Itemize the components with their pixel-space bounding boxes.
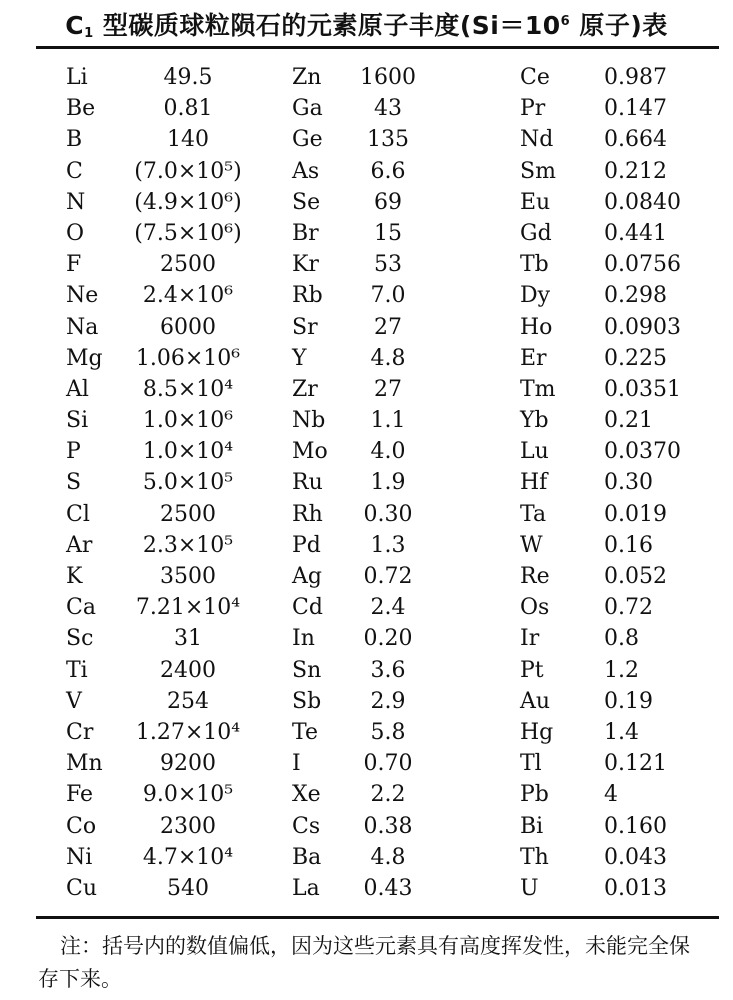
abundance-value: 4.7×10⁴ <box>142 844 234 870</box>
abundance-value: 540 <box>167 875 209 901</box>
abundance-value: (7.0×10⁵) <box>134 158 242 184</box>
element-symbol: N <box>66 189 86 215</box>
abundance-value: 0.212 <box>604 158 667 184</box>
abundance-value: 0.0351 <box>604 376 681 402</box>
element-symbol: I <box>292 751 301 777</box>
table-row <box>0 280 733 311</box>
abundance-value: 0.81 <box>163 96 213 122</box>
element-symbol: Sb <box>292 688 322 714</box>
element-symbol: Si <box>66 408 89 434</box>
abundance-value: 9200 <box>160 751 216 777</box>
element-symbol: Ba <box>292 844 322 870</box>
abundance-value: 0.013 <box>604 875 667 901</box>
abundance-value: 1.06×10⁶ <box>135 345 241 371</box>
abundance-value: (7.5×10⁶) <box>134 220 242 246</box>
element-symbol: P <box>66 439 81 465</box>
abundance-value: 2.9 <box>370 688 406 714</box>
abundance-value: 15 <box>374 220 402 246</box>
abundance-value: 1.0×10⁶ <box>142 408 234 434</box>
abundance-value: 5.0×10⁵ <box>142 470 234 496</box>
table-row <box>0 779 733 810</box>
table-row <box>0 561 733 592</box>
element-symbol: Zn <box>292 65 322 90</box>
element-symbol: Mn <box>66 751 103 777</box>
element-symbol: Tb <box>520 252 549 278</box>
table-row <box>0 842 733 873</box>
abundance-value: 1.27×10⁴ <box>135 719 241 745</box>
title-suffix: 原子)表 <box>570 11 668 40</box>
abundance-value: 0.72 <box>363 564 413 589</box>
abundance-value: 4 <box>604 782 618 808</box>
abundance-value: 1.0×10⁴ <box>142 439 234 465</box>
element-symbol: Li <box>66 65 88 90</box>
abundance-value: 5.8 <box>370 719 406 745</box>
abundance-value: 0.16 <box>604 532 653 558</box>
abundance-value: 0.0840 <box>604 189 681 215</box>
element-symbol: Kr <box>292 252 319 278</box>
table-row <box>0 530 733 561</box>
element-symbol: B <box>66 127 83 153</box>
abundance-value: 0.987 <box>604 65 667 90</box>
abundance-value: 2.4×10⁶ <box>142 283 234 309</box>
abundance-value: 0.0370 <box>604 439 681 465</box>
abundance-value: 1.2 <box>604 657 639 683</box>
table-row <box>0 748 733 779</box>
abundance-value: 0.38 <box>363 813 413 839</box>
abundance-value: 0.298 <box>604 283 667 309</box>
abundance-value: 0.21 <box>604 408 653 434</box>
abundance-value: 0.147 <box>604 96 667 122</box>
abundance-value: 0.441 <box>604 220 667 246</box>
abundance-value: 1.9 <box>370 470 406 496</box>
top-rule <box>36 46 719 49</box>
abundance-value: 7.21×10⁴ <box>135 595 241 621</box>
element-symbol: Co <box>66 813 97 839</box>
abundance-value: 0.0756 <box>604 252 681 278</box>
table-row <box>0 811 733 842</box>
table-row <box>0 218 733 249</box>
abundance-value: 31 <box>174 626 202 652</box>
abundance-value: 0.121 <box>604 751 667 777</box>
element-symbol: F <box>66 252 82 278</box>
abundance-value: 0.019 <box>604 501 667 527</box>
abundance-value: 2.3×10⁵ <box>142 532 234 558</box>
element-symbol: Pb <box>520 782 549 808</box>
element-symbol: Ru <box>292 470 323 496</box>
table-row <box>0 655 733 686</box>
abundance-value: 0.160 <box>604 813 667 839</box>
abundance-value: 6.6 <box>370 158 406 184</box>
element-symbol: Nb <box>292 408 326 434</box>
element-symbol: Eu <box>520 189 551 215</box>
element-symbol: Ga <box>292 96 323 122</box>
table-row <box>0 62 733 93</box>
element-symbol: Hg <box>520 719 554 745</box>
abundance-value: 2500 <box>160 252 216 278</box>
element-symbol: S <box>66 470 82 496</box>
element-symbol: Rb <box>292 283 323 309</box>
element-symbol: V <box>66 688 82 714</box>
abundance-value: 3.6 <box>370 657 406 683</box>
table-row <box>0 467 733 498</box>
abundance-value: 8.5×10⁴ <box>142 376 234 402</box>
table-row <box>0 686 733 717</box>
abundance-value: 0.225 <box>604 345 667 371</box>
element-symbol: Er <box>520 345 547 371</box>
table-row <box>0 717 733 748</box>
abundance-value: 0.0903 <box>604 314 681 340</box>
element-symbol: K <box>66 564 83 589</box>
element-symbol: Pr <box>520 96 546 122</box>
element-symbol: Re <box>520 564 550 589</box>
element-symbol: Sm <box>520 158 556 184</box>
table-row <box>0 312 733 343</box>
element-symbol: Os <box>520 595 550 621</box>
title-superscript: 6 <box>560 14 571 29</box>
abundance-value: 2.4 <box>370 595 406 621</box>
element-symbol: Cs <box>292 813 321 839</box>
abundance-value: 27 <box>374 314 402 340</box>
abundance-value: 4.0 <box>370 439 406 465</box>
element-symbol: U <box>520 875 539 901</box>
abundance-value: 7.0 <box>370 283 406 309</box>
table-row <box>0 374 733 405</box>
table-row <box>0 93 733 124</box>
abundance-value: 254 <box>167 688 209 714</box>
element-symbol: Nd <box>520 127 554 153</box>
abundance-value: 4.8 <box>370 844 406 870</box>
abundance-value: 49.5 <box>163 65 213 90</box>
element-symbol: O <box>66 220 85 246</box>
abundance-value: 2400 <box>160 657 216 683</box>
element-symbol: Ti <box>66 657 88 683</box>
element-symbol: In <box>292 626 315 652</box>
element-symbol: Ta <box>520 501 547 527</box>
element-symbol: Cr <box>66 719 94 745</box>
abundance-table <box>0 62 733 904</box>
table-row <box>0 187 733 218</box>
abundance-value: 43 <box>374 96 402 122</box>
element-symbol: Fe <box>66 782 94 808</box>
element-symbol: Ho <box>520 314 553 340</box>
element-symbol: Al <box>66 376 89 402</box>
abundance-value: 0.30 <box>604 470 653 496</box>
abundance-value: 140 <box>167 127 209 153</box>
element-symbol: Cu <box>66 875 98 901</box>
abundance-value: 1.3 <box>370 532 406 558</box>
element-symbol: Y <box>292 345 307 371</box>
element-symbol: Rh <box>292 501 323 527</box>
element-symbol: La <box>292 875 320 901</box>
abundance-value: 1600 <box>360 65 416 90</box>
element-symbol: Xe <box>292 782 321 808</box>
table-row <box>0 436 733 467</box>
abundance-value: 53 <box>374 252 402 278</box>
element-symbol: Ca <box>66 595 96 621</box>
element-symbol: Br <box>292 220 319 246</box>
abundance-value: 9.0×10⁵ <box>142 782 234 808</box>
abundance-value: 3500 <box>160 564 216 589</box>
element-symbol: Te <box>292 719 318 745</box>
element-symbol: Ir <box>520 626 540 652</box>
element-symbol: Ni <box>66 844 93 870</box>
abundance-value: 1.1 <box>370 408 406 434</box>
element-symbol: Lu <box>520 439 549 465</box>
table-row <box>0 499 733 530</box>
element-symbol: Th <box>520 844 549 870</box>
element-symbol: Be <box>66 96 96 122</box>
abundance-value: 0.043 <box>604 844 667 870</box>
table-title <box>0 6 733 42</box>
abundance-value: 0.72 <box>604 595 653 621</box>
table-row <box>0 592 733 623</box>
abundance-value: 2300 <box>160 813 216 839</box>
element-symbol: Dy <box>520 283 551 309</box>
abundance-value: 4.8 <box>370 345 406 371</box>
abundance-value: 69 <box>374 189 402 215</box>
element-symbol: Sn <box>292 657 322 683</box>
element-symbol: Sc <box>66 626 94 652</box>
element-symbol: As <box>292 158 320 184</box>
abundance-value: 1.4 <box>604 719 639 745</box>
element-symbol: Na <box>66 314 99 340</box>
element-symbol: Ar <box>66 532 93 558</box>
bottom-rule <box>36 916 719 919</box>
abundance-value: 0.43 <box>363 875 413 901</box>
element-symbol: Sr <box>292 314 318 340</box>
element-symbol: W <box>520 532 543 558</box>
element-symbol: Ce <box>520 65 550 90</box>
abundance-value: (4.9×10⁶) <box>134 189 242 215</box>
element-symbol: Yb <box>520 408 549 434</box>
table-row <box>0 623 733 654</box>
abundance-value: 0.30 <box>363 501 413 527</box>
abundance-value: 0.052 <box>604 564 667 589</box>
element-symbol: Zr <box>292 376 318 402</box>
abundance-value: 2.2 <box>370 782 406 808</box>
abundance-value: 0.8 <box>604 626 639 652</box>
title-subscript: 1 <box>84 26 94 41</box>
table-row <box>0 124 733 155</box>
table-row <box>0 156 733 187</box>
element-symbol: Cl <box>66 501 90 527</box>
abundance-value: 0.664 <box>604 127 667 153</box>
table-row <box>0 405 733 436</box>
element-symbol: Ag <box>292 564 322 589</box>
footnote: 注：括号内的数值偏低，因为这些元素具有高度挥发性，未能完全保存下来。 <box>38 934 690 991</box>
element-symbol: Pt <box>520 657 544 683</box>
abundance-value: 6000 <box>160 314 216 340</box>
table-row <box>0 343 733 374</box>
table-row <box>0 249 733 280</box>
element-symbol: Tl <box>520 751 542 777</box>
abundance-value: 27 <box>374 376 402 402</box>
title-middle: 型碳质球粒陨石的元素原子丰度(Si＝10 <box>93 11 561 40</box>
title-prefix: C <box>65 11 85 40</box>
element-symbol: C <box>66 158 83 184</box>
abundance-value: 0.70 <box>363 751 413 777</box>
abundance-value: 0.19 <box>604 688 653 714</box>
element-symbol: Gd <box>520 220 552 246</box>
element-symbol: Se <box>292 189 321 215</box>
element-symbol: Mo <box>292 439 328 465</box>
element-symbol: Ne <box>66 283 99 309</box>
element-symbol: Bi <box>520 813 544 839</box>
element-symbol: Ge <box>292 127 323 153</box>
table-row <box>0 873 733 904</box>
abundance-value: 2500 <box>160 501 216 527</box>
element-symbol: Tm <box>520 376 556 402</box>
element-symbol: Pd <box>292 532 321 558</box>
abundance-value: 0.20 <box>363 626 413 652</box>
element-symbol: Mg <box>66 345 103 371</box>
element-symbol: Cd <box>292 595 323 621</box>
element-symbol: Au <box>520 688 551 714</box>
abundance-value: 135 <box>367 127 409 153</box>
element-symbol: Hf <box>520 470 548 496</box>
